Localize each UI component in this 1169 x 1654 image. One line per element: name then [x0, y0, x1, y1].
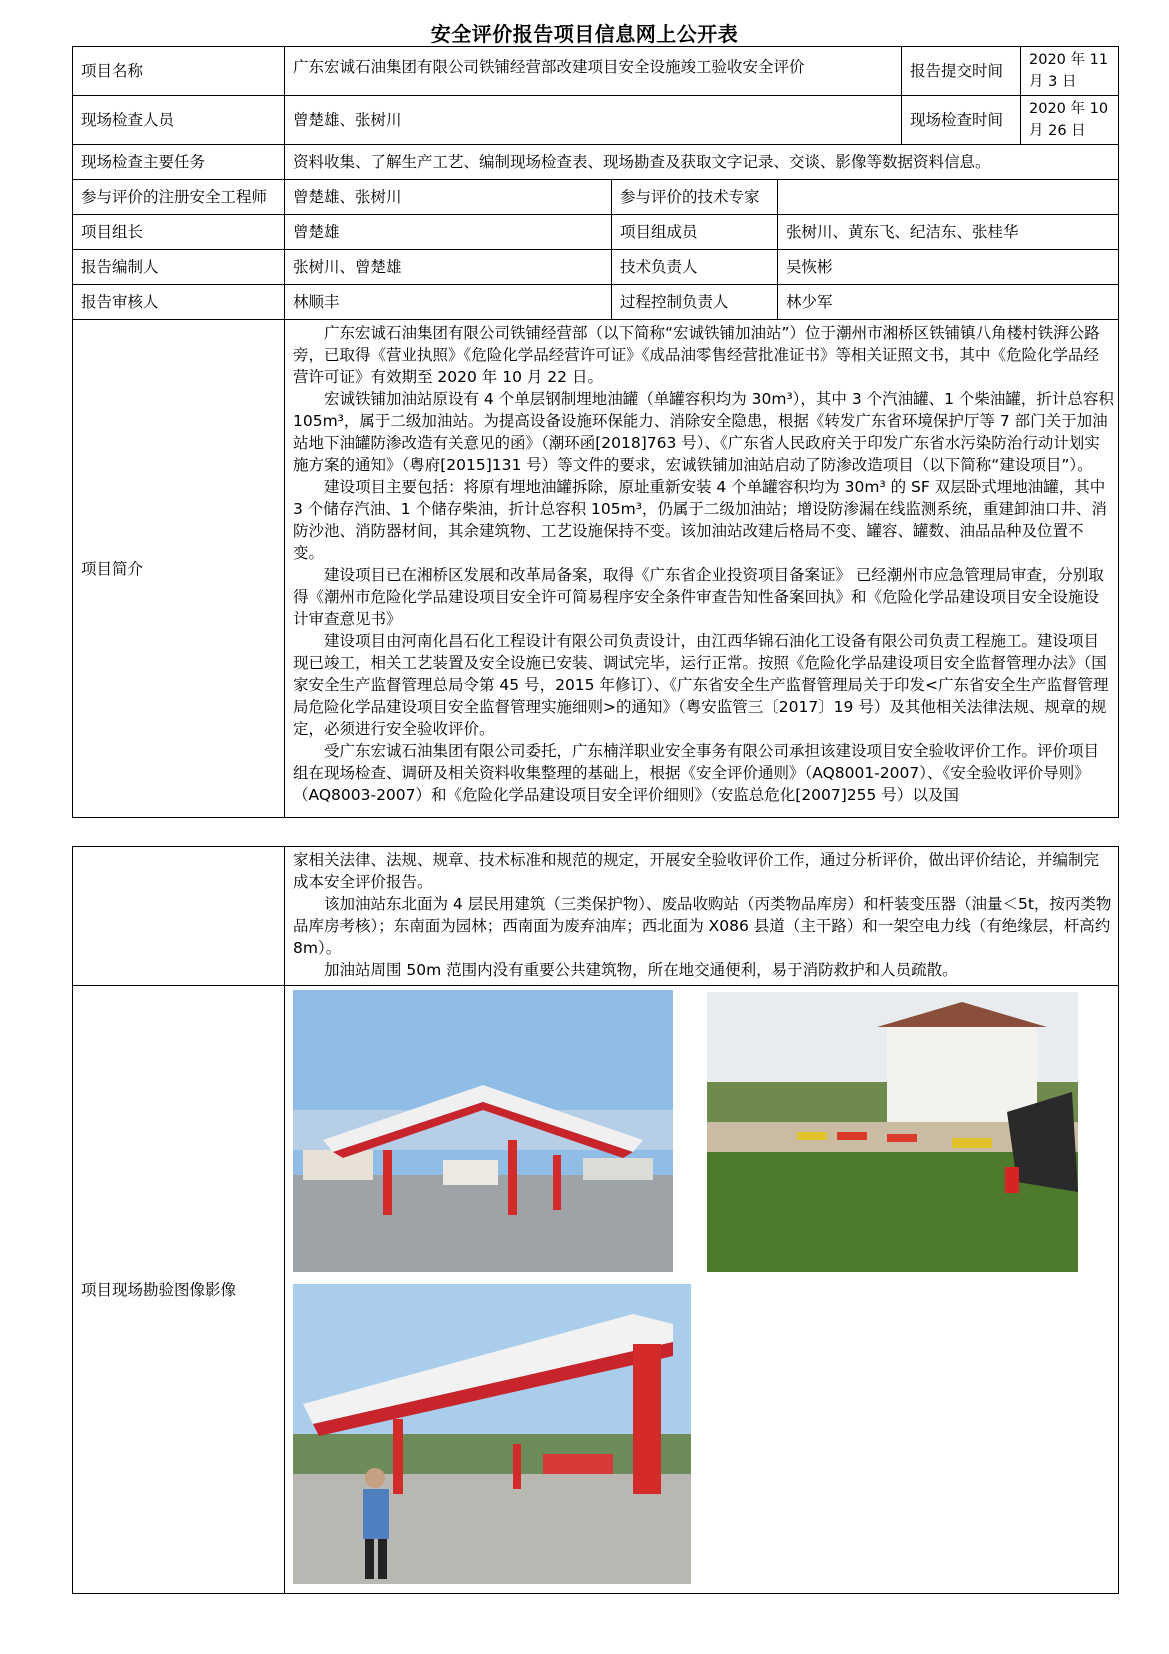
inspectors-value: 曾楚雄、张树川	[285, 96, 902, 145]
reviewer-value: 林顺丰	[285, 285, 612, 320]
tank-area-photo	[707, 992, 1078, 1272]
page-title: 安全评价报告项目信息网上公开表	[430, 22, 739, 46]
engineers-value: 曾楚雄、张树川	[285, 180, 612, 215]
leader-value: 曾楚雄	[285, 215, 612, 250]
intro-text-page2	[285, 847, 1119, 986]
photos-label: 项目现场勘验图像影像	[73, 986, 285, 1594]
project-name-value: 广东宏诚石油集团有限公司铁铺经营部改建项目安全设施竣工验收安全评价	[293, 58, 805, 76]
intro-text-page1	[285, 320, 1119, 818]
intro-paragraph: 该加油站东北面为 4 层民用建筑（三类保护物）、废品收购站（丙类物品库房）和杆装变压器（油量＜5t，按丙类物品库房考核）；东南面为园林；西南面为废弃油库；西北面为 X086 县道（主干路）和一架空电力线（有绝缘层，杆高约 8m）。	[293, 895, 1112, 957]
experts-label: 参与评价的技术专家	[612, 180, 778, 215]
reviewer-label: 报告审核人	[73, 285, 285, 320]
gas-station-canopy-photo	[293, 990, 673, 1272]
gas-station-inspector-photo	[293, 1284, 691, 1584]
tech-lead-label: 技术负责人	[612, 250, 778, 285]
main-tasks-value: 资料收集、了解生产工艺、编制现场检查表、现场勘查及获取文字记录、交谈、影像等数据资料信息。	[285, 145, 1119, 180]
engineers-label: 参与评价的注册安全工程师	[73, 180, 285, 215]
intro-paragraph: 加油站周围 50m 范围内没有重要公共建筑物，所在地交通便利，易于消防救护和人员疏散。	[324, 961, 958, 979]
project-name-label: 项目名称	[73, 47, 285, 96]
intro-paragraph: 受广东宏诚石油集团有限公司委托，广东楠洋职业安全事务有限公司承担该建设项目安全验收评价工作。评价项目组在现场检查、调研及相关资料收集整理的基础上，根据《安全评价通则》（AQ8001-2007）、《安全验收评价导则》（AQ8003-2007）和《危险化学品建设项目安全评价细则》（安监总危化[2007]255 号）以及国	[293, 742, 1100, 804]
inspectors-label: 现场检查人员	[73, 96, 285, 145]
intro-label: 项目简介	[73, 320, 285, 818]
main-tasks-label: 现场检查主要任务	[73, 145, 285, 180]
submit-time-value: 2020 年 11 月 3 日	[1029, 52, 1109, 90]
intro-paragraph: 建设项目已在湘桥区发展和改革局备案，取得《广东省企业投资项目备案证》 已经潮州市应急管理局审查，分别取得《潮州市危险化学品建设项目安全许可简易程序安全条件审查告知性备案回执》和《危险化学品建设项目安全设施设计审查意见书》	[293, 566, 1104, 628]
members-label: 项目组成员	[612, 215, 778, 250]
editor-value: 张树川、曾楚雄	[285, 250, 612, 285]
intro-paragraph: 宏诚铁铺加油站原设有 4 个单层钢制埋地油罐（单罐容积均为 30m³），其中 3 个汽油罐、1 个柴油罐，折计总容积 105m³，属于二级加油站。为提高设备设施环保能力、消除安全隐患，根据《转发广东省环境保护厅等 7 部门关于加油站地下油罐防渗改造有关意见的函》（潮环函[2018]763 号）、《广东省人民政府关于印发广东省水污染防治行动计划实施方案的通知》（粤府[2015]131 号）等文件的要求，宏诚铁铺加油站启动了防渗改造项目（以下简称“建设项目”）。	[293, 390, 1114, 474]
intro-paragraph: 家相关法律、法规、规章、技术标准和规范的规定，开展安全验收评价工作，通过分析评价，做出评价结论，并编制完成本安全评价报告。	[293, 851, 1100, 891]
experts-value	[778, 180, 1119, 215]
members-value: 张树川、黄东飞、纪洁东、张桂华	[778, 215, 1119, 250]
intro-paragraph: 建设项目主要包括：将原有埋地油罐拆除，原址重新安装 4 个单罐容积均为 30m³ 的 SF 双层卧式埋地油罐，其中 3 个储存汽油、1 个储存柴油，折计总容积 105m³，仍属于二级加油站；增设防渗漏在线监测系统，重建卸油口井、消防沙池、消防器材间，其余建筑物、工艺设施保持不变。该加油站改建后格局不变、罐容、罐数、油品品种及位置不变。	[293, 478, 1107, 562]
info-table	[72, 46, 1119, 818]
leader-label: 项目组长	[73, 215, 285, 250]
info-table-continued	[72, 846, 1119, 1594]
photos-cell	[285, 986, 1119, 1594]
tech-lead-value: 吴恢彬	[778, 250, 1119, 285]
inspect-time-value: 2020 年 10 月 26 日	[1029, 101, 1109, 139]
inspect-time-label: 现场检查时间	[902, 96, 1021, 144]
intro-paragraph: 广东宏诚石油集团有限公司铁铺经营部（以下简称“宏诚铁铺加油站”）位于潮州市湘桥区铁铺镇八角楼村铁湃公路旁，已取得《营业执照》《危险化学品经营许可证》《成品油零售经营批准证书》等相关证照文书，其中《危险化学品经营许可证》有效期至 2020 年 10 月 22 日。	[293, 324, 1100, 386]
editor-label: 报告编制人	[73, 250, 285, 285]
process-lead-label: 过程控制负责人	[612, 285, 778, 320]
intro-paragraph: 建设项目由河南化昌石化工程设计有限公司负责设计，由江西华锦石油化工设备有限公司负责工程施工。建设项目现已竣工，相关工艺装置及安全设施已安装、调试完毕，运行正常。按照《危险化学品建设项目安全监督管理办法》（国家安全生产监督管理总局令第 45 号，2015 年修订）、《广东省安全生产监督管理局关于印发<广东省安全生产监督管理局危险化学品建设项目安全监督管理实施细则>的通知》（粤安监管三〔2017〕19 号）及其他相关法律法规、规章的规定，必须进行安全验收评价。	[293, 632, 1109, 738]
submit-time-label: 报告提交时间	[902, 47, 1021, 95]
process-lead-value: 林少军	[778, 285, 1119, 320]
